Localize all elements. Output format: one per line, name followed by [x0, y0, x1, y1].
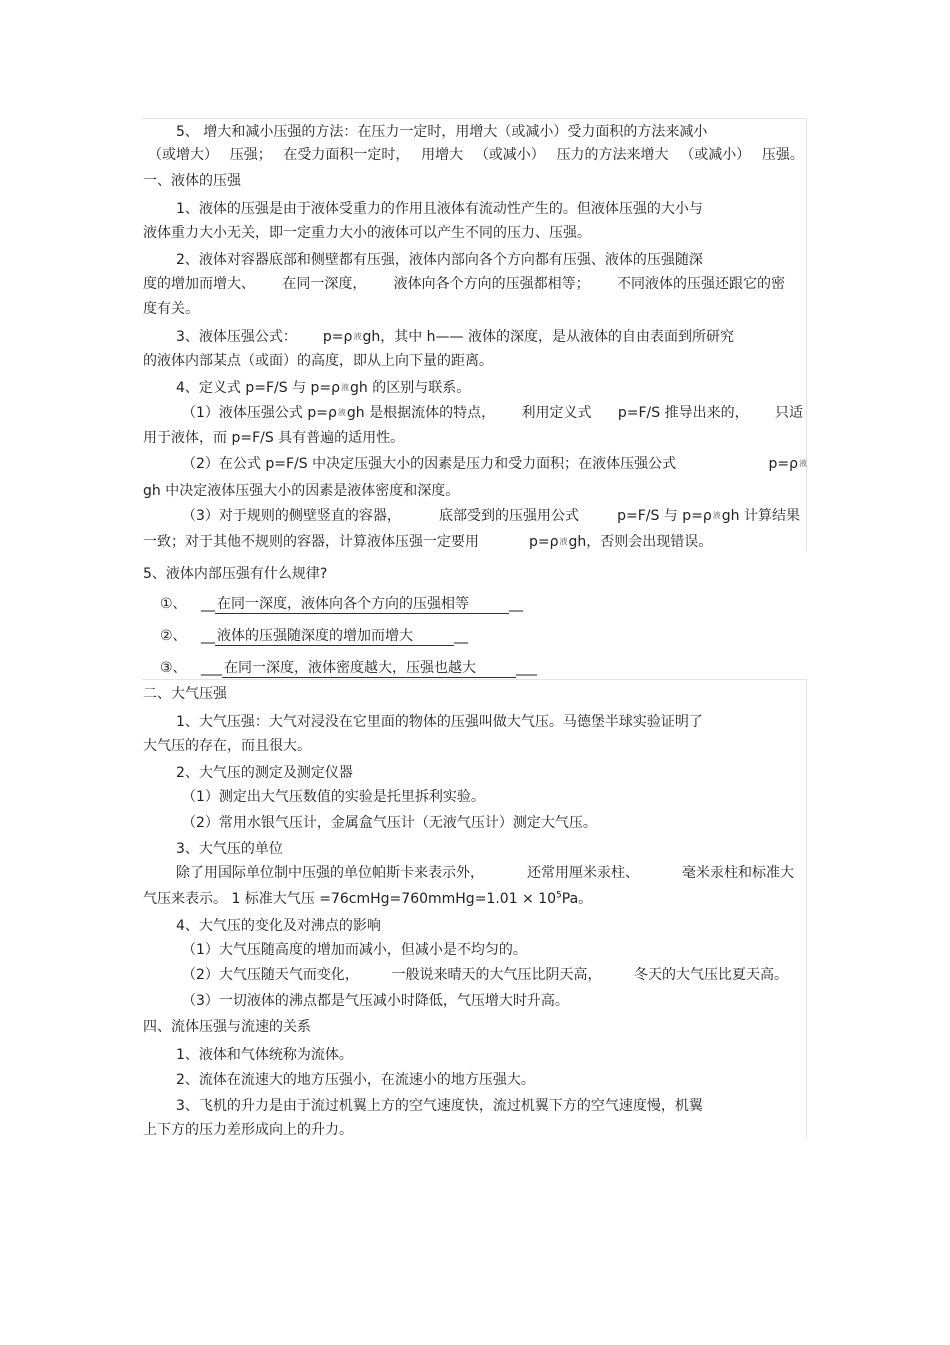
subscript-liquid: 液: [337, 408, 346, 417]
text-segment: 利用定义式: [521, 405, 592, 421]
text-segment: 还常用厘米汞柱、: [527, 865, 639, 881]
paragraph-4-2-line2: gh 中决定液体压强大小的因素是液体密度和深度。: [143, 483, 460, 499]
fluid-paragraph-3-line1: 3、飞机的升力是由于流过机翼上方的空气速度快，流过机翼下方的空气速度慢，机翼: [176, 1098, 703, 1114]
paragraph-4-2-line1: [182, 455, 808, 473]
text-segment: p=F/S 与 p=ρ: [617, 508, 712, 524]
paragraph-4-3-line2: [143, 533, 712, 551]
text-segment: gh 的区别与联系。: [350, 380, 471, 396]
text-segment: 度的增加而增大、: [143, 276, 255, 292]
exponent: 5: [556, 890, 562, 901]
answer-item-3: [160, 659, 537, 678]
text-segment: 冬天的大气压比夏天高。: [633, 967, 788, 983]
answer-text: 在同一深度，液体向各个方向的压强相等: [215, 595, 509, 614]
text-segment: gh，其中 h—— 液体的深度，是从液体的自由表面到所研究: [362, 329, 734, 345]
paragraph-1-line2: 液体重力大小无关，即一定重力大小的液体可以产生不同的压力、压强。: [143, 225, 591, 241]
atm-paragraph-4-2: [182, 966, 788, 984]
answer-text: 液体的压强随深度的增加而增大: [215, 627, 454, 646]
text-segment: p=F/S 推导出来的，: [617, 405, 749, 421]
text-segment: （或减小）: [474, 147, 545, 163]
paragraph-3-line1: [176, 328, 734, 346]
subscript-liquid: 液: [712, 511, 721, 520]
paragraph-2-line2: [143, 275, 785, 293]
text-segment: 底部受到的压强用公式: [439, 508, 579, 524]
blank-suffix: __: [454, 628, 469, 644]
paragraph-1-line1: 1、液体的压强是由于液体受重力的作用且液体有流动性产生的。但液体压强的大小与: [176, 201, 703, 217]
blank-suffix: __: [509, 596, 524, 612]
heading-fluid-pressure-speed: 四、流体压强与流速的关系: [143, 1019, 311, 1035]
text-segment: 3、液体压强公式：: [176, 329, 297, 345]
paragraph-methods-line2: [148, 146, 804, 164]
text-segment: （2）大气压随天气而变化，: [182, 967, 359, 983]
text-segment: 4、定义式 p=F/S 与 p=ρ: [176, 380, 341, 396]
item-number: ③、: [160, 660, 187, 676]
text-segment: 一致；对于其他不规则的容器，计算液体压强一定要用: [143, 534, 479, 550]
formula-text: p=ρ: [529, 534, 559, 550]
formula-text: p=ρ: [768, 456, 798, 472]
question-liquid-rules: 5、液体内部压强有什么规律?: [143, 566, 328, 582]
text-segment: gh 计算结果: [721, 508, 800, 524]
subscript-liquid: 液: [353, 332, 362, 341]
atm-paragraph-3-line1: [176, 864, 794, 882]
paragraph-4-1-line2: 用于液体，而 p=F/S 具有普遍的适用性。: [143, 430, 405, 446]
answer-text: 在同一深度，液体密度越大，压强也越大: [222, 659, 516, 678]
fluid-paragraph-1: 1、液体和气体统称为流体。: [176, 1047, 353, 1063]
atm-paragraph-1-line1: 1、大气压强：大气对浸没在它里面的物体的压强叫做大气压。马德堡半球实验证明了: [176, 714, 703, 730]
text-segment: （或增大）: [148, 147, 218, 163]
text-segment: 用增大: [421, 147, 464, 163]
subscript-liquid: 液: [559, 537, 568, 546]
atm-paragraph-4-heading: 4、大气压的变化及对沸点的影响: [176, 918, 381, 934]
item-number: ②、: [160, 628, 187, 644]
text-segment: （或减小）: [680, 147, 751, 163]
answer-item-1: [160, 595, 523, 614]
fluid-paragraph-2: 2、流体在流速大的地方压强小，在流速小的地方压强大。: [176, 1072, 535, 1088]
blank-suffix: ___: [516, 660, 538, 676]
text-segment: 只适: [775, 405, 803, 421]
fluid-paragraph-3-line2: 上下方的压力差形成向上的升力。: [143, 1122, 353, 1138]
text-segment: 不同液体的压强还跟它的密: [616, 276, 785, 292]
heading-liquid-pressure: 一、液体的压强: [143, 173, 241, 189]
text-segment: （3）对于规则的侧壁竖直的容器，: [182, 508, 401, 524]
atm-paragraph-2-1: （1）测定出大气压数值的实验是托里拆利实验。: [182, 789, 485, 805]
paragraph-4-heading: [176, 379, 470, 397]
text-segment: 压强；: [229, 147, 272, 163]
paragraph-3-line2: 的液体内部某点（或面）的高度，即从上向下量的距离。: [143, 353, 493, 369]
text-segment: Pa。: [561, 891, 593, 907]
atm-paragraph-1-line2: 大气压的存在，而且很大。: [143, 738, 311, 754]
subscript-liquid: 液: [341, 383, 350, 392]
text-segment: gh 是根据流体的特点，: [346, 405, 496, 421]
text-segment: 在同一深度，: [282, 276, 367, 292]
text-segment: gh，否则会出现错误。: [568, 534, 713, 550]
paragraph-2-line1: 2、液体对容器底部和侧壁都有压强，液体内部向各个方向都有压强、液体的压强随深: [176, 252, 703, 268]
heading-atmospheric-pressure: 二、大气压强: [143, 686, 227, 702]
item-number: ①、: [160, 596, 187, 612]
atm-paragraph-2-heading: 2、大气压的测定及测定仪器: [176, 765, 353, 781]
text-segment: 在受力面积一定时，: [283, 147, 410, 163]
text-segment: 液体向各个方向的压强都相等；: [393, 276, 590, 292]
paragraph-4-1-line1: [182, 404, 803, 422]
answer-item-2: [160, 627, 468, 646]
paragraph-methods-line1: 5、 增大和减小压强的方法：在压力一定时，用增大（或减小）受力面积的方法来减小: [176, 124, 708, 140]
atm-paragraph-3-heading: 3、大气压的单位: [176, 841, 283, 857]
formula-text: p=ρ: [322, 329, 353, 345]
blank-prefix: ___: [201, 660, 223, 676]
text-segment: 除了用国际单位制中压强的单位帕斯卡来表示外，: [176, 865, 484, 881]
text-segment: （2）在公式 p=F/S 中决定压强大小的因素是压力和受力面积；在液体压强公式: [182, 456, 677, 472]
atm-paragraph-4-1: （1）大气压随高度的增加而减小，但减小是不均匀的。: [182, 942, 527, 958]
blank-prefix: __: [201, 596, 216, 612]
atm-paragraph-3-line2: [143, 890, 592, 908]
subscript-liquid: 液: [799, 459, 807, 468]
paragraph-4-3-line1: [182, 507, 800, 525]
text-segment: 气压来表示。 1 标准大气压 =76cmHg=760mmHg=1.01 × 10: [143, 891, 557, 907]
text-segment: 压强。: [761, 147, 804, 163]
paragraph-2-line3: 度有关。: [143, 301, 199, 317]
text-segment: 一般说来晴天的大气压比阴天高，: [391, 967, 602, 983]
blank-prefix: __: [201, 628, 216, 644]
text-segment: （1）液体压强公式 p=ρ: [182, 405, 337, 421]
atm-paragraph-2-2: （2）常用水银气压计，金属盒气压计（无液气压计）测定大气压。: [182, 815, 597, 831]
text-segment: 毫米汞柱和标准大: [682, 865, 794, 881]
atm-paragraph-4-3: （3）一切液体的沸点都是气压减小时降低，气压增大时升高。: [182, 993, 569, 1009]
text-segment: 压力的方法来增大: [556, 147, 669, 163]
